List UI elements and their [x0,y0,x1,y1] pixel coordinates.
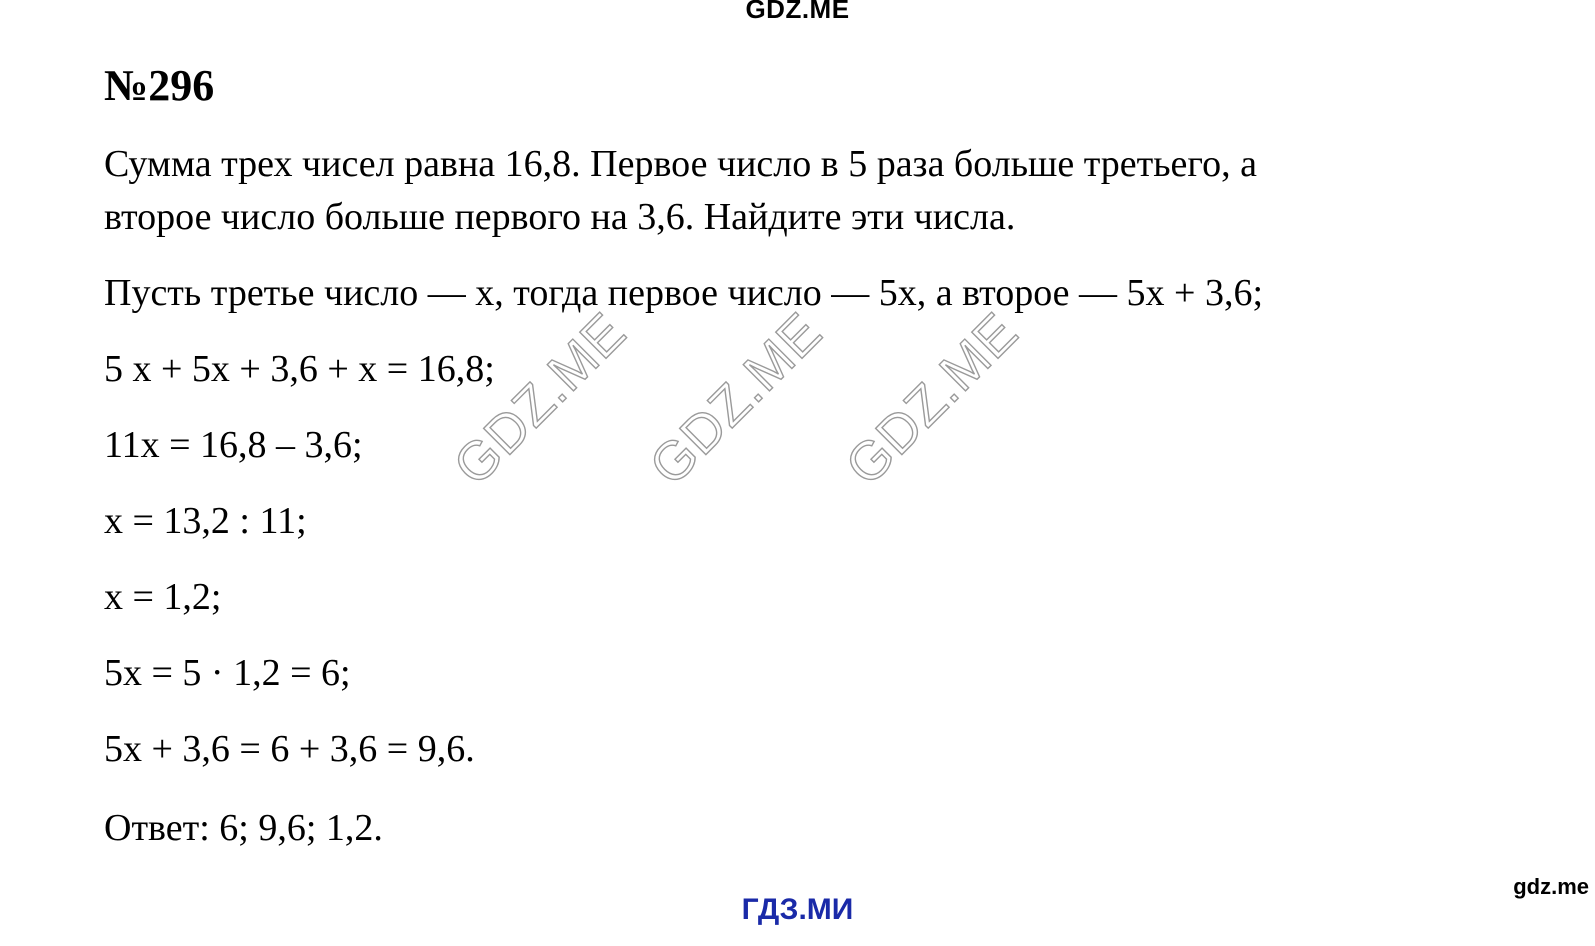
watermark-2: GDZ.ME [638,301,834,497]
solution-line-4: x = 13,2 : 11; [104,500,307,542]
footer-site-link[interactable]: ГДЗ.МИ [741,893,854,926]
watermark-3: GDZ.ME [834,301,1030,497]
problem-statement-line-1: Сумма трех чисел равна 16,8. Первое число в 5 раза больше третьего, а [104,143,1257,185]
answer-line: Ответ: 6; 9,6; 1,2. [104,807,383,849]
solution-line-5: x = 1,2; [104,576,222,618]
site-header-logo: GDZ.ME [745,0,850,24]
watermark-1: GDZ.ME [442,301,638,497]
solution-line-1: Пусть третье число — x, тогда первое число — 5x, а второе — 5x + 3,6; [104,272,1264,314]
problem-number: №296 [104,61,215,110]
problem-statement-line-2: второе число больше первого на 3,6. Найдите эти числа. [104,196,1016,238]
solution-line-2: 5 x + 5x + 3,6 + x = 16,8; [104,348,495,390]
corner-site-mark: gdz.me [1513,874,1589,899]
solution-line-6: 5x = 5 · 1,2 = 6; [104,652,351,694]
solution-line-3: 11x = 16,8 – 3,6; [104,424,363,466]
solution-line-7: 5x + 3,6 = 6 + 3,6 = 9,6. [104,728,475,770]
